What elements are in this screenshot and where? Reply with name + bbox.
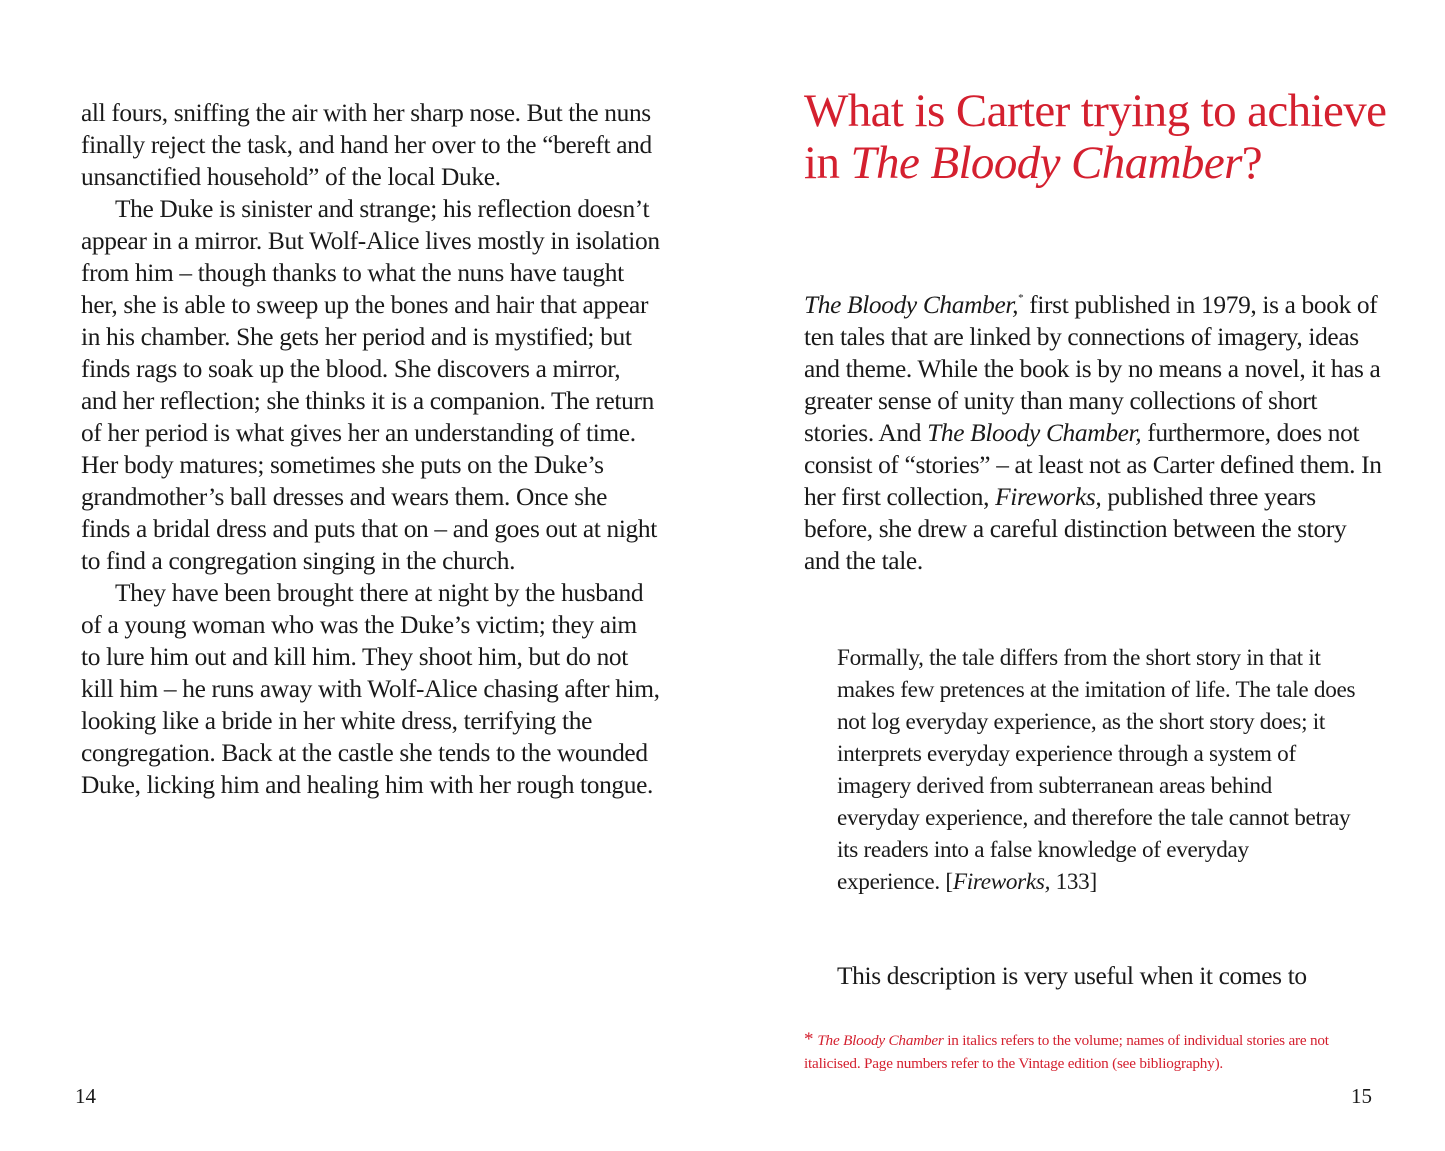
quote-citation-page: 133] [1050, 869, 1097, 895]
right-body-text [804, 289, 1384, 577]
quote-text: Formally, the tale differs from the short story in that it makes few pretences at the imitation of life. The tale does not log everyday experience, as the short story does; it interprets everyday experience through a system of imagery derived from subterranean areas behind everyday experience, and therefore the tale cannot betray its readers into a false knowledge of everyday experience. [ [837, 645, 1356, 895]
intro-text-3: published three years before, she drew a careful distinction between the story and the tale. [804, 483, 1347, 575]
heading-title-italic: The Bloody Chamber [850, 137, 1242, 189]
intro-fireworks-italic: Fireworks, [995, 483, 1102, 511]
intro-text-1: first published in 1979, is a book of ten tales that are linked by connections of imagery, ideas and theme. While the book is by no means a novel, it has a greater sense of unity than many collections of short stories. And [804, 291, 1381, 447]
heading-text-2: ? [1241, 137, 1263, 189]
left-paragraph-1: all fours, sniffing the air with her sharp nose. But the nuns finally reject the task, and hand her over to the “bereft and unsanctified household” of the local Duke. [81, 99, 652, 191]
intro-title-italic-2: The Bloody Chamber, [927, 419, 1142, 447]
left-page [0, 0, 722, 1151]
left-body-text [81, 97, 661, 801]
intro-text-2: furthermore, does not consist of “stories” – at least not as Carter defined them. In her first collection, [804, 419, 1382, 511]
heading-text-1: What is Carter trying to achieve in [804, 85, 1387, 189]
footnote [804, 1028, 1384, 1075]
intro-paragraph [804, 289, 1384, 577]
left-paragraph-2: The Duke is sinister and strange; his reflection doesn’t appear in a mirror. But Wolf-Alice lives mostly in isolation from him – though thanks to what the nuns have taught her, she is able to sweep up the bones and hair that appear in his chamber. She gets her period and is mystified; but finds rags to soak up the blood. She discovers a mirror, and her reflection; she thinks it is a companion. The return of her period is what gives her an understanding of time. Her body matures; sometimes she puts on the Duke’s grandmother’s ball dresses and wears them. Once she finds a bridal dress and puts that on – and goes out at night to find a congregation singing in the church. [81, 195, 660, 575]
quote-citation-italic: Fireworks, [952, 869, 1051, 895]
footnote-star: * [804, 1029, 814, 1050]
left-paragraph-3: They have been brought there at night by the husband of a young woman who was the Duke’s victim; they aim to lure him out and kill him. They shoot him, but do not kill him – he runs away with Wolf-Alice chasing after him, looking like a bride in her white dress, terrifying the congregation. Back at the castle she tends to the wounded Duke, licking him and healing him with her rough tongue. [81, 579, 660, 799]
right-page [722, 0, 1445, 1151]
footnote-text: in italics refers to the volume; names of individual stories are not italicised. Page numbers refer to the Vintage edition (see bibliography). [804, 1032, 1329, 1072]
footnote-title-italic: The Bloody Chamber [817, 1032, 944, 1049]
page-number-left: 14 [75, 1084, 96, 1108]
footnote-marker: * [1018, 291, 1024, 304]
continuation-paragraph: This description is very useful when it comes to [837, 962, 1307, 990]
chapter-heading [804, 85, 1404, 189]
intro-title-italic: The Bloody Chamber, [804, 291, 1019, 319]
page-number-right: 15 [1351, 1084, 1372, 1108]
block-quote [837, 642, 1357, 898]
